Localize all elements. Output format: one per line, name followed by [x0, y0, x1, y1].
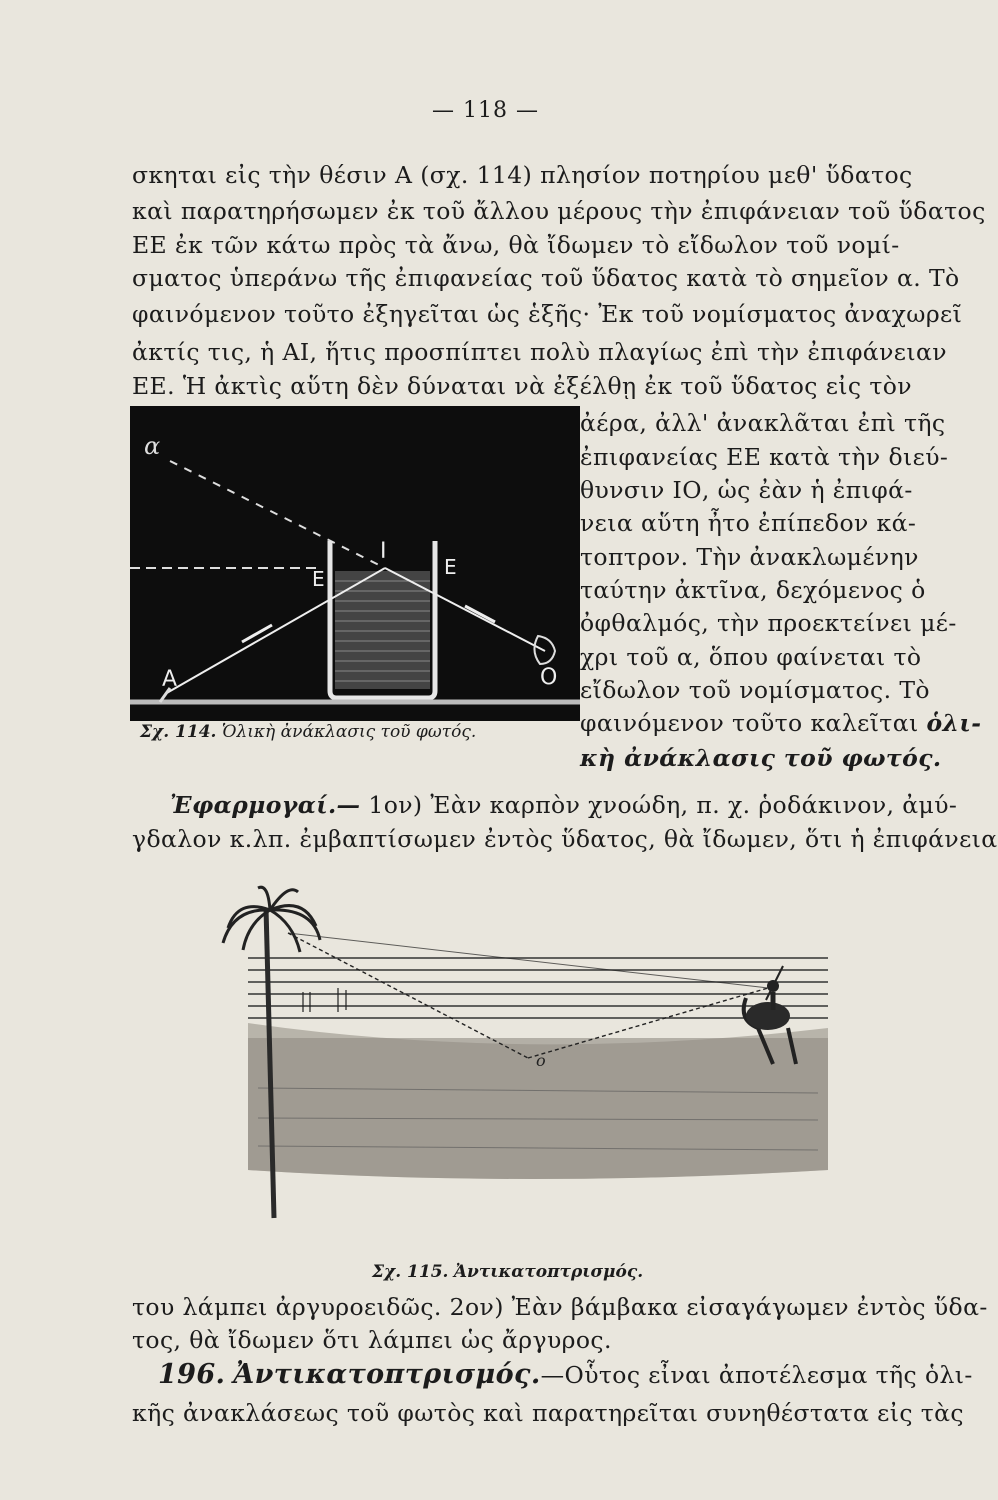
body-bold-text: ὁλι- [926, 709, 982, 737]
body-line: χρι τοῦ α, ὅπου φαίνεται τὸ [580, 643, 922, 671]
label-O: Ο [540, 665, 558, 690]
section-number: 196. [158, 1359, 226, 1390]
body-line: κῆς ἀνακλάσεως τοῦ φωτὸς καὶ παρατηρεῖται συνηθέστατα εἰς τὰς [132, 1399, 964, 1427]
section-196-heading-line [132, 1359, 973, 1390]
applications-text: 1ον) Ἐὰν καρπὸν χνοώδη, π. χ. ῥοδάκινον, ἀμύ- [368, 791, 958, 819]
figure-114-caption-text: Ὁλικὴ ἀνάκλασις τοῦ φωτός. [221, 722, 477, 742]
body-line: σματος ὑπεράνω τῆς ἐπιφανείας τοῦ ὕδατος κατὰ τὸ σημεῖον α. Τὸ [132, 264, 960, 292]
body-line: γδαλον κ.λπ. ἐμβαπτίσωμεν ἐντὸς ὕδατος, θὰ ἴδωμεν, ὅτι ἡ ἐπιφάνεια [132, 825, 998, 853]
body-line: ΕΕ ἐκ τῶν κάτω πρὸς τὰ ἄνω, θὰ ἴδωμεν τὸ εἴδωλον τοῦ νομί- [132, 231, 900, 259]
figure-115-caption-text: Ἀντικατοπτρισμός. [453, 1262, 644, 1282]
body-line: θυνσιν ΙΟ, ὡς ἐὰν ἡ ἐπιφά- [580, 476, 913, 504]
figure-114-caption [140, 722, 476, 742]
applications-heading: Ἐφαρμογαί.— [170, 791, 361, 819]
body-line: νεια αὕτη ἦτο ἐπίπεδον κά- [580, 509, 917, 537]
body-line: ἐπιφανείας ΕΕ κατὰ τὴν διεύ- [580, 443, 949, 471]
body-line: τοπτρον. Τὴν ἀνακλωμένην [580, 543, 919, 571]
section-title: Ἀντικατοπτρισμός. [233, 1359, 541, 1390]
body-line: ταύτην ἀκτῖνα, δεχόμενος ὁ [580, 576, 926, 604]
figure-115-mirage [228, 888, 840, 1266]
body-line: ἀέρα, ἀλλ' ἀνακλᾶται ἐπὶ τῆς [580, 409, 946, 437]
body-bold-line: κὴ ἀνάκλασις τοῦ φωτός. [580, 744, 942, 772]
body-line: καὶ παρατηρήσωμεν ἐκ τοῦ ἄλλου μέρους τὴν ἐπιφάνειαν τοῦ ὕδατος [132, 197, 986, 225]
mirage-illustration [228, 888, 840, 1266]
page-number: — 118 — [432, 98, 539, 123]
figure-115-caption [372, 1262, 643, 1282]
body-line: ΕΕ. Ἡ ἀκτὶς αὕτη δὲν δύναται νὰ ἐξέλθῃ ἐκ τοῦ ὕδατος εἰς τὸν [132, 372, 912, 400]
label-o: o [536, 1051, 546, 1070]
body-line: εἴδωλον τοῦ νομίσματος. Τὸ [580, 676, 930, 704]
label-I: Ι [380, 539, 387, 564]
label-a: α [144, 432, 161, 460]
body-line: του λάμπει ἀργυροειδῶς. 2ον) Ἐὰν βάμβακα εἰσαγάγωμεν ἐντὸς ὕδα- [132, 1293, 988, 1321]
figure-114-total-reflection [130, 406, 580, 721]
total-reflection-diagram [130, 406, 580, 721]
label-E-right: Ε [444, 555, 457, 579]
body-line: φαινόμενον τοῦτο ἐξηγεῖται ὡς ἑξῆς· Ἐκ τοῦ νομίσματος ἀναχωρεῖ [132, 300, 963, 328]
section-text: —Οὗτος εἶναι ἀποτέλεσμα τῆς ὁλι- [540, 1361, 973, 1389]
body-text: φαινόμενον τοῦτο καλεῖται [580, 709, 919, 737]
figure-114-caption-number: Σχ. 114. [140, 722, 217, 742]
body-line [580, 708, 982, 738]
label-A: Α [162, 667, 178, 692]
label-E-left: Ε [312, 567, 325, 591]
body-line: ὀφθαλμός, τὴν προεκτείνει μέ- [580, 609, 957, 637]
body-line: ἀκτίς τις, ἡ ΑΙ, ἥτις προσπίπτει πολὺ πλαγίως ἐπὶ τὴν ἐπιφάνειαν [132, 338, 947, 366]
applications-line [132, 790, 958, 820]
figure-115-caption-number: Σχ. 115. [372, 1262, 449, 1282]
body-line: σκηται εἰς τὴν θέσιν Α (σχ. 114) πλησίον ποτηρίου μεθ' ὕδατος [132, 161, 913, 189]
body-line: τος, θὰ ἴδωμεν ὅτι λάμπει ὡς ἄργυρος. [132, 1326, 612, 1354]
